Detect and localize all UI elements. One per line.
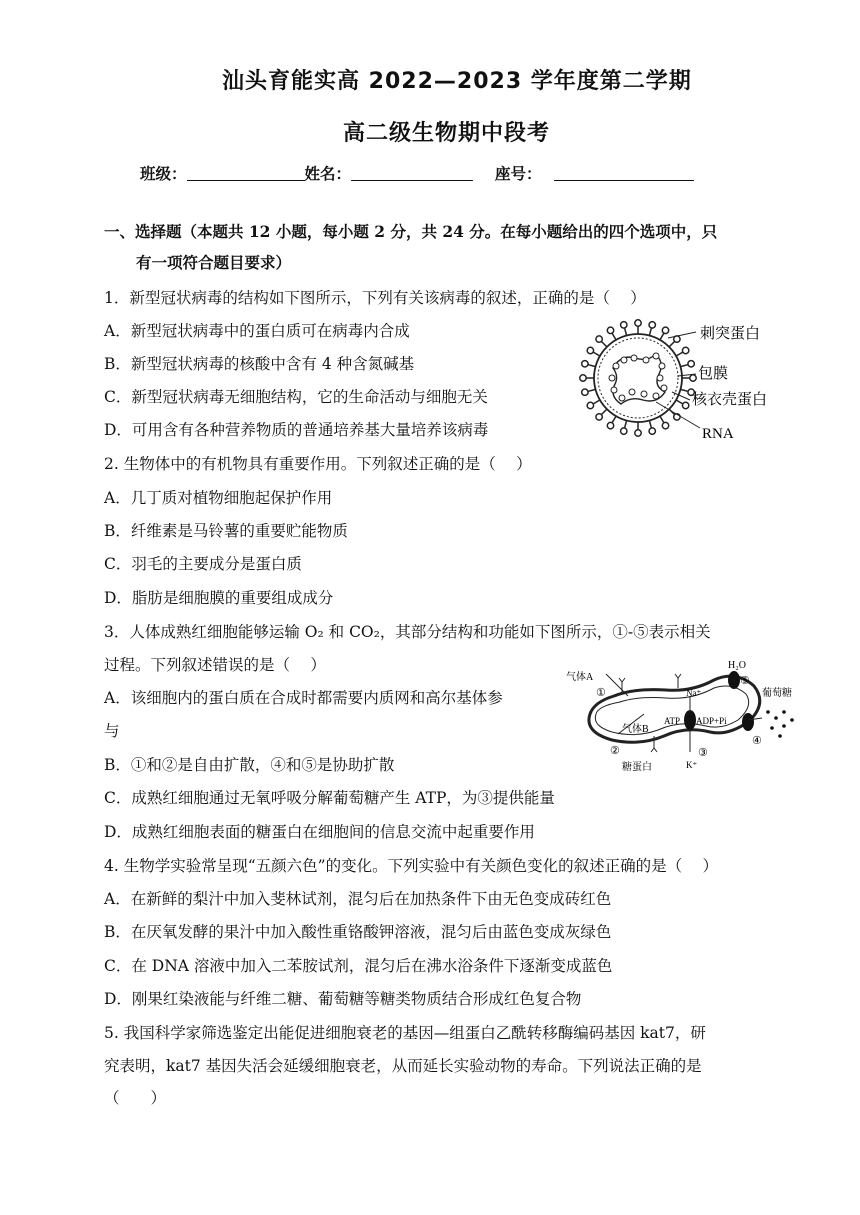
q2-stem: 2. 生物体中的有机物具有重要作用。下列叙述正确的是（ ） [104,455,532,473]
q1-option-c: C．新型冠状病毒无细胞结构，它的生命活动与细胞无关 [104,388,488,406]
exam-title: 汕头育能实高 2022—2023 学年度第二学期 [222,69,692,94]
q1-stem: 1．新型冠状病毒的结构如下图所示，下列有关该病毒的叙述，正确的是（ ） [104,289,646,307]
q1-option-a: A．新型冠状病毒中的蛋白质可在病毒内合成 [104,322,410,340]
q4-option-c: C．在 DNA 溶液中加入二苯胺试剂，混匀后在沸水浴条件下逐渐变成蓝色 [104,957,613,975]
name-label: 姓名： [304,165,352,183]
q3-option-a-cont: 与 [104,722,120,740]
class-label: 班级： [140,165,187,183]
q4-option-a: A．在新鲜的梨汁中加入斐林试剂，混匀后在加热条件下由无色变成砖红色 [104,890,612,908]
virus-structure-figure [568,316,788,446]
section-heading-line-2: 有一项符合题目要求） [136,253,292,272]
q5-stem-line-2: 究表明，kat7 基因失活会延缓细胞衰老，从而延长实验动物的寿命。下列说法正确的是 [104,1057,702,1075]
q2-option-a: A．几丁质对植物细胞起保护作用 [104,489,333,507]
label-glucose: 葡萄糖 [762,688,792,699]
q3-option-c: C．成熟红细胞通过无氧呼吸分解葡萄糖产生 ATP，为③提供能量 [104,789,555,807]
q2-option-c: C．羽毛的主要成分是蛋白质 [104,555,302,573]
seat-blank[interactable] [554,164,694,181]
label-step-3: ③ [698,747,708,759]
q5-stem-line-1: 5. 我国科学家筛选鉴定出能促进细胞衰老的基因—组蛋白乙酰转移酶编码基因 kat7，研 [104,1024,706,1042]
label-water: H₂O [728,660,746,671]
q4-stem: 4. 生物学实验常呈现“五颜六色”的变化。下列实验中有关颜色变化的叙述正确的是（ ） [104,857,718,875]
envelope-membrane [594,334,682,422]
label-sodium: Na⁺ [686,688,702,698]
label-step-5: ⑤ [740,675,750,687]
q4-option-b: B．在厌氧发酵的果汁中加入酸性重铬酸钾溶液，混匀后由蓝色变成灰绿色 [104,923,612,941]
glucose-carrier [742,713,754,731]
q3-option-b: B．①和②是自由扩散，④和⑤是协助扩散 [104,756,395,774]
q2-option-b: B．纤维素是马铃薯的重要贮能物质 [104,522,348,540]
label-potassium: K⁺ [686,760,698,770]
q3-option-d: D．成熟红细胞表面的糖蛋白在细胞间的信息交流中起重要作用 [104,823,535,841]
student-info-row [140,162,694,184]
label-atp: ATP [664,716,681,726]
class-blank[interactable] [187,164,305,181]
section-heading-line-1: 一、选择题（本题共 12 小题，每小题 2 分，共 24 分。在每小题给出的四个选项中，只 [104,222,718,241]
q3-stem-line-1: 3．人体成熟红细胞能够运输 O₂ 和 CO₂，其部分结构和功能如下图所示，①-⑤表示相关 [104,623,711,641]
sodium-potassium-pump [684,710,696,730]
label-glycoprotein: 糖蛋白 [622,762,652,773]
label-nucleocapsid: 核衣壳蛋白 [692,392,768,408]
exam-subtitle: 高二级生物期中段考 [343,121,551,146]
label-envelope: 包膜 [698,366,729,382]
label-spike-protein: 刺突蛋白 [700,326,761,342]
q1-option-d: D．可用含有各种营养物质的普通培养基大量培养该病毒 [104,421,489,439]
red-blood-cell-figure [562,656,802,776]
label-step-4: ④ [752,735,762,747]
q1-option-b: B．新型冠状病毒的核酸中含有 4 种含氮碱基 [104,355,415,373]
q2-option-d: D．脂肪是细胞膜的重要组成成分 [104,589,334,607]
label-adp-pi: ADP+Pi [696,716,727,726]
q5-stem-line-3: （ ） [104,1089,167,1107]
label-gas-b: 气体B [622,724,649,735]
seat-label: 座号： [495,165,542,183]
label-gas-a: 气体A [566,672,594,683]
q4-option-d: D．刚果红染液能与纤维二糖、葡萄糖等糖类物质结合形成红色复合物 [104,990,582,1008]
label-step-1: ① [596,687,606,699]
label-step-2: ② [610,745,620,757]
q3-stem-line-2: 过程。下列叙述错误的是（ ） [104,656,326,674]
label-rna: RNA [702,426,734,442]
q3-option-a: A．该细胞内的蛋白质在合成时都需要内质网和高尔基体参 [104,689,503,707]
name-blank[interactable] [351,164,473,181]
water-channel [728,671,740,689]
